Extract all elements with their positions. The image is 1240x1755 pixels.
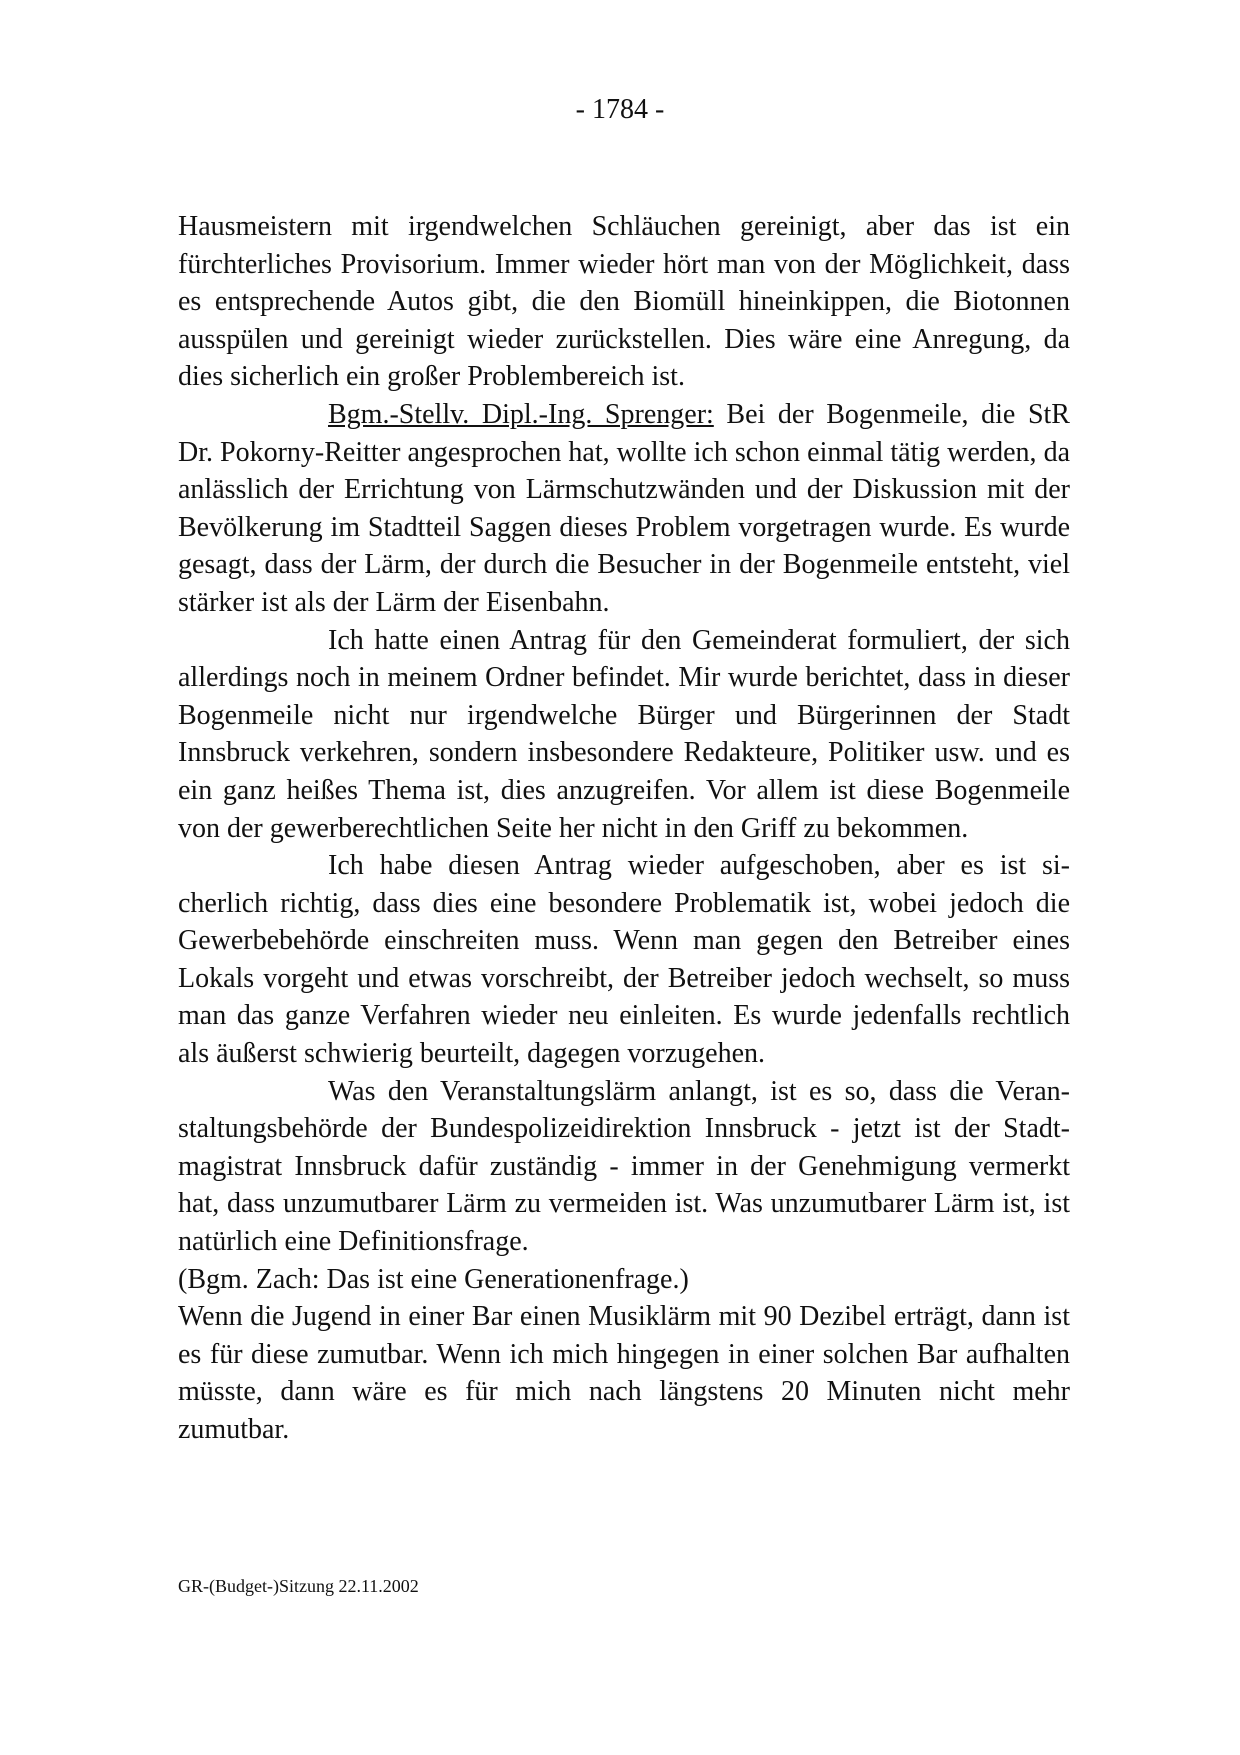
page-number: - 1784 - bbox=[575, 94, 665, 125]
paragraph-aufgeschoben: Ich habe diesen Antrag wieder aufgeschoben, aber es ist sicherlich richtig, dass dies eine besondere Problematik ist, wobei jedoch die Gewerbebehörde einschreiten muss. Wenn man gegen den Betreiber eines Lokals vorgeht und etwas vorschreibt, der Betreiber jedoch wechselt, so muss man das ganze Verfahren wieder neu einleiten. Es wurde jedenfalls rechtlich als äußerst schwierig beurteilt, dagegen vorzugehen. bbox=[178, 850, 1070, 1070]
speech-text: Bei der Bogenmeile, die StR Dr. Pokorny-Reitter angesprochen hat, wollte ich schon einmal tätig werden, da anlässlich der Errichtung von Lärmschutzwänden und der Diskussion mit der Bevölkerung im Stadtteil Saggen dieses Problem vorgetragen wurde. Es wurde gesagt, dass der Lärm, der durch die Besucher in der Bogenmeile entsteht, viel stärker ist als der Lärm der Eisenbahn. bbox=[178, 398, 1070, 618]
paragraph-continuation: Hausmeistern mit irgendwelchen Schläuchen gereinigt, aber das ist ein fürchterliches Provisorium. Immer wieder hört man von der Möglichkeit, dass es entsprechende Autos gibt, die den Biomüll hineinkippen, die Biotonnen ausspülen und gereinigt wieder zurückstellen. Dies wäre eine Anregung, da dies sicherlich ein großer Problembereich ist. bbox=[178, 211, 1070, 393]
speaker-name: Bgm.-Stellv. Dipl.-Ing. Sprenger: bbox=[328, 398, 714, 430]
paragraph-speech-sprenger bbox=[178, 396, 1070, 622]
paragraph-veranstaltungslaerm: Was den Veranstaltungslärm anlangt, ist es so, dass die Veranstaltungsbehörde der Bundespolizeidirektion Innsbruck - jetzt ist der Stadtmagistrat Innsbruck dafür zuständig - immer in der Genehmigung vermerkt hat, dass unzumutbarer Lärm zu vermeiden ist. Was unzumutbarer Lärm ist, ist natürlich eine Definitionsfrage. bbox=[178, 1075, 1070, 1258]
document-body bbox=[178, 208, 1070, 1449]
paragraph-antrag: Ich hatte einen Antrag für den Gemeinderat formuliert, der sich allerdings noch in meinem Ordner befindet. Mir wurde berichtet, dass in dieser Bogenmeile nicht nur irgendwelche Bürger und Bürgerinnen der Stadt Innsbruck verkehren, sondern insbesondere Redakteure, Politiker usw. und es ein ganz heißes Thema ist, dies anzugreifen. Vor allem ist diese Bogenmeile von der gewerberechtlichen Seite her nicht in den Griff zu bekommen. bbox=[178, 624, 1070, 844]
page-footer: GR-(Budget-)Sitzung 22.11.2002 bbox=[178, 1576, 419, 1596]
paragraph-interjection: (Bgm. Zach: Das ist eine Generationenfrage.) bbox=[178, 1263, 689, 1295]
paragraph-jugend: Wenn die Jugend in einer Bar einen Musiklärm mit 90 Dezibel erträgt, dann ist es für diese zumutbar. Wenn ich mich hingegen in einer solchen Bar aufhalten müsste, dann wäre es für mich nach längstens 20 Minuten nicht mehr zumutbar. bbox=[178, 1301, 1070, 1445]
